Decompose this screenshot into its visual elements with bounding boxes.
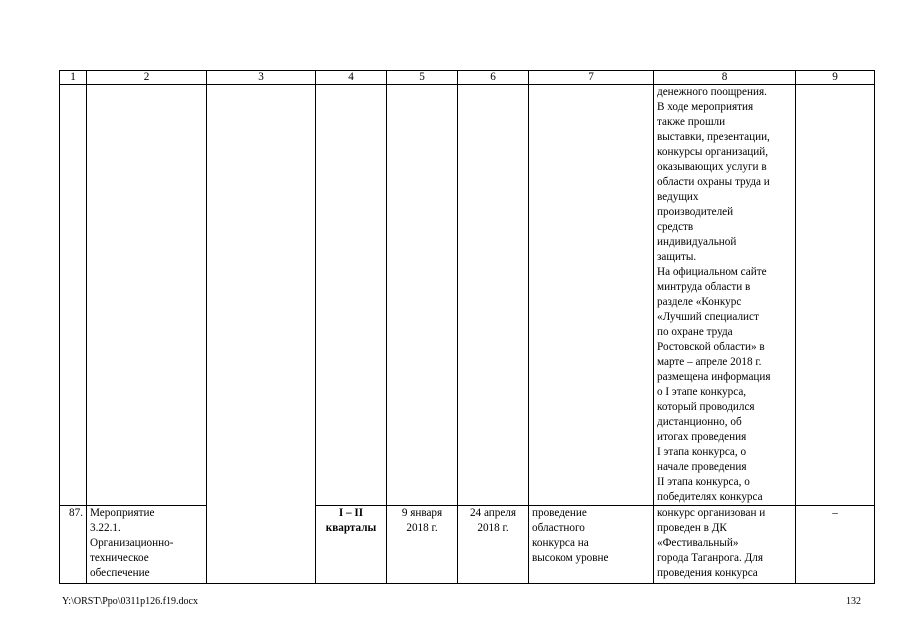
column-number: 5: [387, 71, 458, 85]
column-number: 6: [458, 71, 529, 85]
column9-cell: –: [796, 506, 875, 584]
cell-empty: [796, 85, 875, 506]
cell-empty: [207, 85, 316, 584]
period-cell: I – II кварталы: [316, 506, 387, 584]
actual-result-cell: конкурс организован и проведен в ДК «Фестивальный» города Таганрога. Для проведения конкурса: [654, 506, 796, 584]
row-number: 87.: [60, 506, 87, 584]
page-number: 132: [846, 596, 861, 607]
footer-file-path: Y:\ORST\Ppo\0311p126.f19.docx: [62, 596, 198, 607]
start-date-cell: 9 января 2018 г.: [387, 506, 458, 584]
cell-empty: [529, 85, 654, 506]
column-number: 2: [87, 71, 207, 85]
cell-empty: [458, 85, 529, 506]
column-number: 1: [60, 71, 87, 85]
column-number-row: [60, 71, 875, 85]
continued-row: [60, 85, 875, 506]
column-number: 9: [796, 71, 875, 85]
end-date-cell: 24 апреля 2018 г.: [458, 506, 529, 584]
column-number: 7: [529, 71, 654, 85]
column-number: 3: [207, 71, 316, 85]
activity-name: Мероприятие 3.22.1. Организационно- техническое обеспечение: [87, 506, 207, 584]
cell-empty: [316, 85, 387, 506]
column-number: 4: [316, 71, 387, 85]
column-number: 8: [654, 71, 796, 85]
cell-actual-result-continued: денежного поощрения. В ходе мероприятия также прошли выставки, презентации, конкурсы организаций, оказывающих услуги в области охраны труда и ведущих производителей средств индивидуальной защиты. На официальном сайте минтруда области в разделе «Конкурс «Лучший специалист по охране труда Ростовской области» в марте – апреле 2018 г. размещена информация о I этапе конкурса, который проводился дистанционно, об итогах проведения I этапа конкурса, о начале проведения II этапа конкурса, о победителях конкурса: [654, 85, 796, 506]
table-row-87: [60, 506, 875, 584]
cell-empty: [387, 85, 458, 506]
cell-empty: [60, 85, 87, 506]
report-table: [59, 70, 875, 584]
expected-result-cell: проведение областного конкурса на высоком уровне: [529, 506, 654, 584]
cell-empty: [87, 85, 207, 506]
